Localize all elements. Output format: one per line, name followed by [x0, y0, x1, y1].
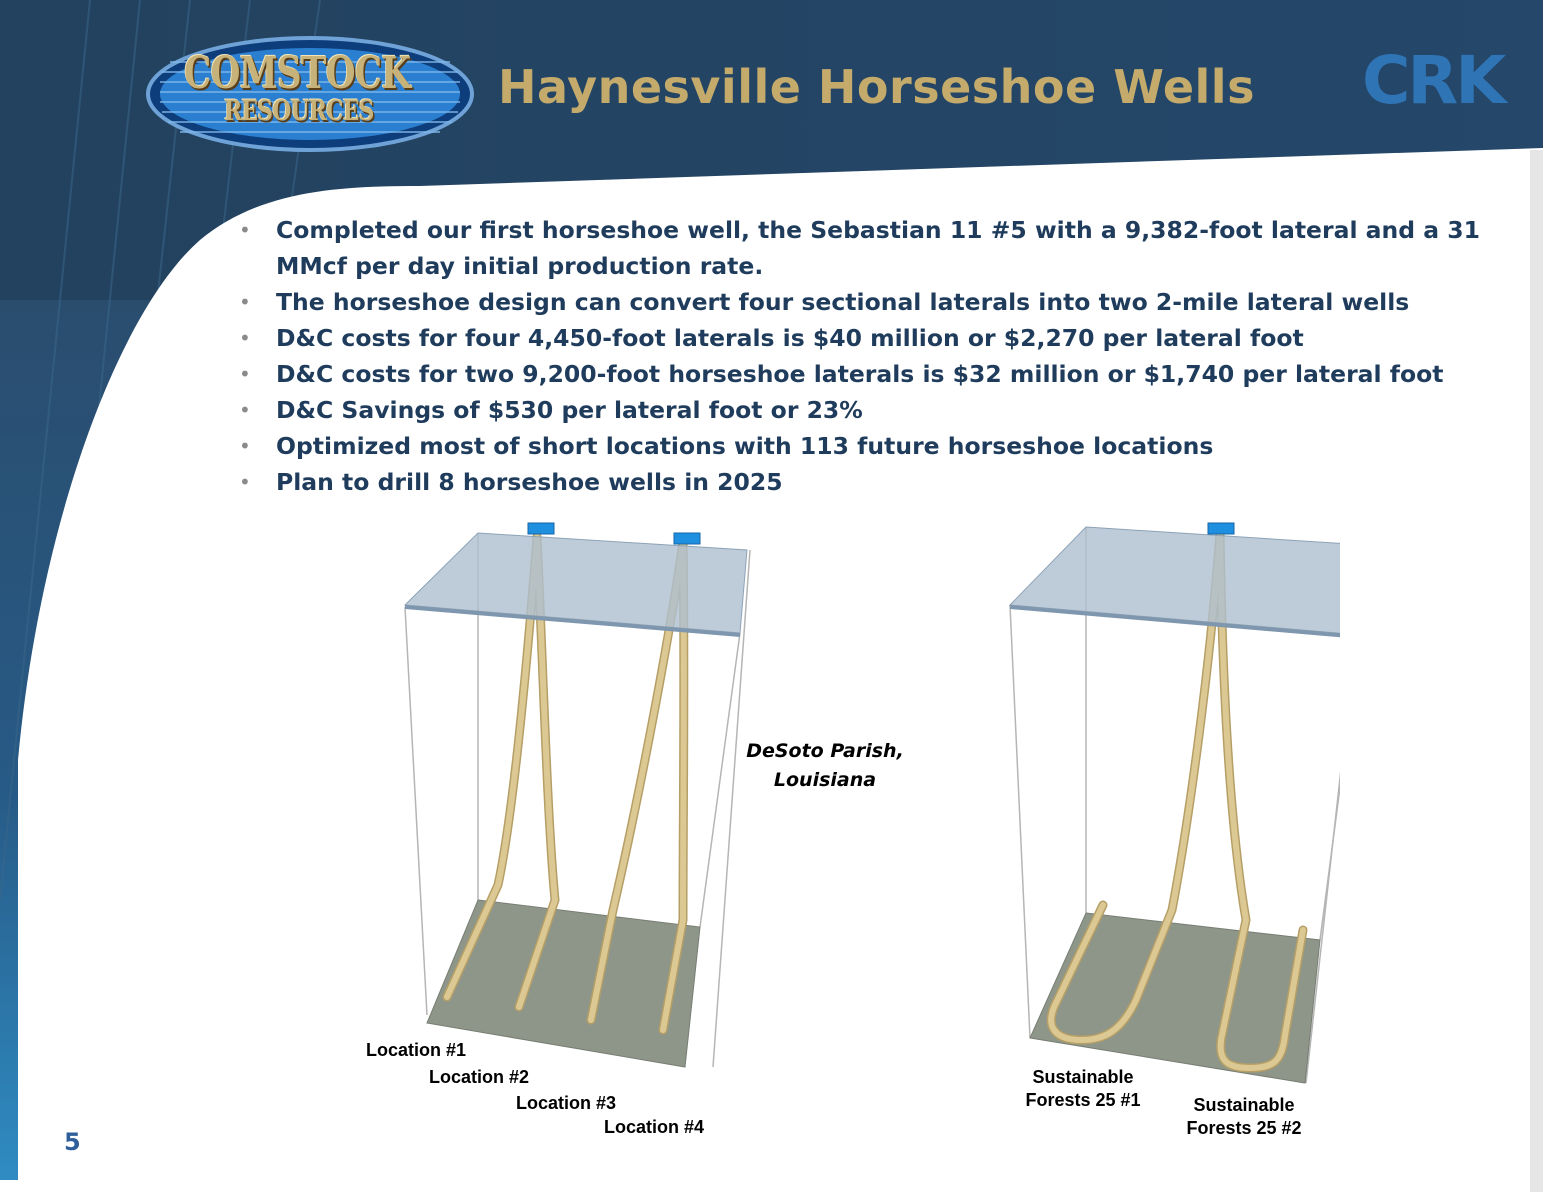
formation-plane [427, 900, 700, 1067]
bullet-dot-icon: • [239, 470, 251, 494]
parish-label [740, 737, 910, 795]
location-label: Location #1 [366, 1040, 467, 1060]
well-label-sf25-1 [1016, 1066, 1150, 1112]
ticker-logo: CRK [1362, 42, 1504, 119]
bullet-dot-icon: • [239, 434, 251, 458]
bullet-text: Plan to drill 8 horseshoe wells in 2025 [276, 468, 783, 496]
bullet-item [236, 428, 1496, 464]
well-label-line: Forests 25 #2 [1186, 1118, 1302, 1138]
bullet-text: Optimized most of short locations with 113 future horseshoe locations [276, 432, 1214, 460]
bullet-list [236, 212, 1496, 500]
bullet-text: D&C costs for four 4,450-foot laterals is $40 million or $2,270 per lateral foot [276, 324, 1304, 352]
wellhead-icon [528, 523, 554, 534]
bullet-item [236, 212, 1496, 284]
horseshoe-wells-diagram [1000, 515, 1340, 1090]
logo-wordmark-resources: RESOURCES [224, 94, 374, 127]
bullet-item [236, 392, 1496, 428]
parish-line: DeSoto Parish, [746, 740, 904, 762]
surface-plane [1010, 527, 1340, 635]
well-label-line: Sustainable [1193, 1095, 1295, 1115]
bullet-dot-icon: • [239, 218, 251, 242]
location-label: Location #3 [516, 1093, 617, 1113]
bullet-text: The horseshoe design can convert four sectional laterals into two 2-mile lateral wells [276, 288, 1410, 316]
bullet-dot-icon: • [239, 326, 251, 350]
surface-plane [405, 533, 747, 633]
slide-title: Haynesville Horseshoe Wells [498, 60, 1255, 114]
bullet-text: D&C Savings of $530 per lateral foot or 23% [276, 396, 863, 424]
bullet-item [236, 320, 1496, 356]
well-label-line: Sustainable [1032, 1067, 1134, 1087]
location-label: Location #2 [429, 1067, 530, 1087]
wellhead-icon [674, 533, 700, 544]
wellhead-icon [1208, 523, 1234, 534]
bullet-dot-icon: • [239, 398, 251, 422]
parish-line: Louisiana [773, 769, 877, 791]
bullet-dot-icon: • [239, 290, 251, 314]
conventional-wells-diagram [395, 515, 755, 1075]
well-label-line: Forests 25 #1 [1025, 1090, 1141, 1110]
bullet-dot-icon: • [239, 362, 251, 386]
bullet-text: Completed our first horseshoe well, the Sebastian 11 #5 with a 9,382-foot lateral and a 31 MMcf per day initial production rate. [276, 216, 1481, 280]
bullet-text: D&C costs for two 9,200-foot horseshoe laterals is $32 million or $1,740 per lateral foot [276, 360, 1444, 388]
bullet-item [236, 284, 1496, 320]
bullet-item [236, 464, 1496, 500]
bullet-item [236, 356, 1496, 392]
location-label: Location #4 [604, 1117, 705, 1137]
well-label-sf25-2 [1176, 1094, 1312, 1140]
logo-wordmark-comstock: COMSTOCK [184, 48, 411, 99]
page-number: 5 [64, 1128, 81, 1156]
